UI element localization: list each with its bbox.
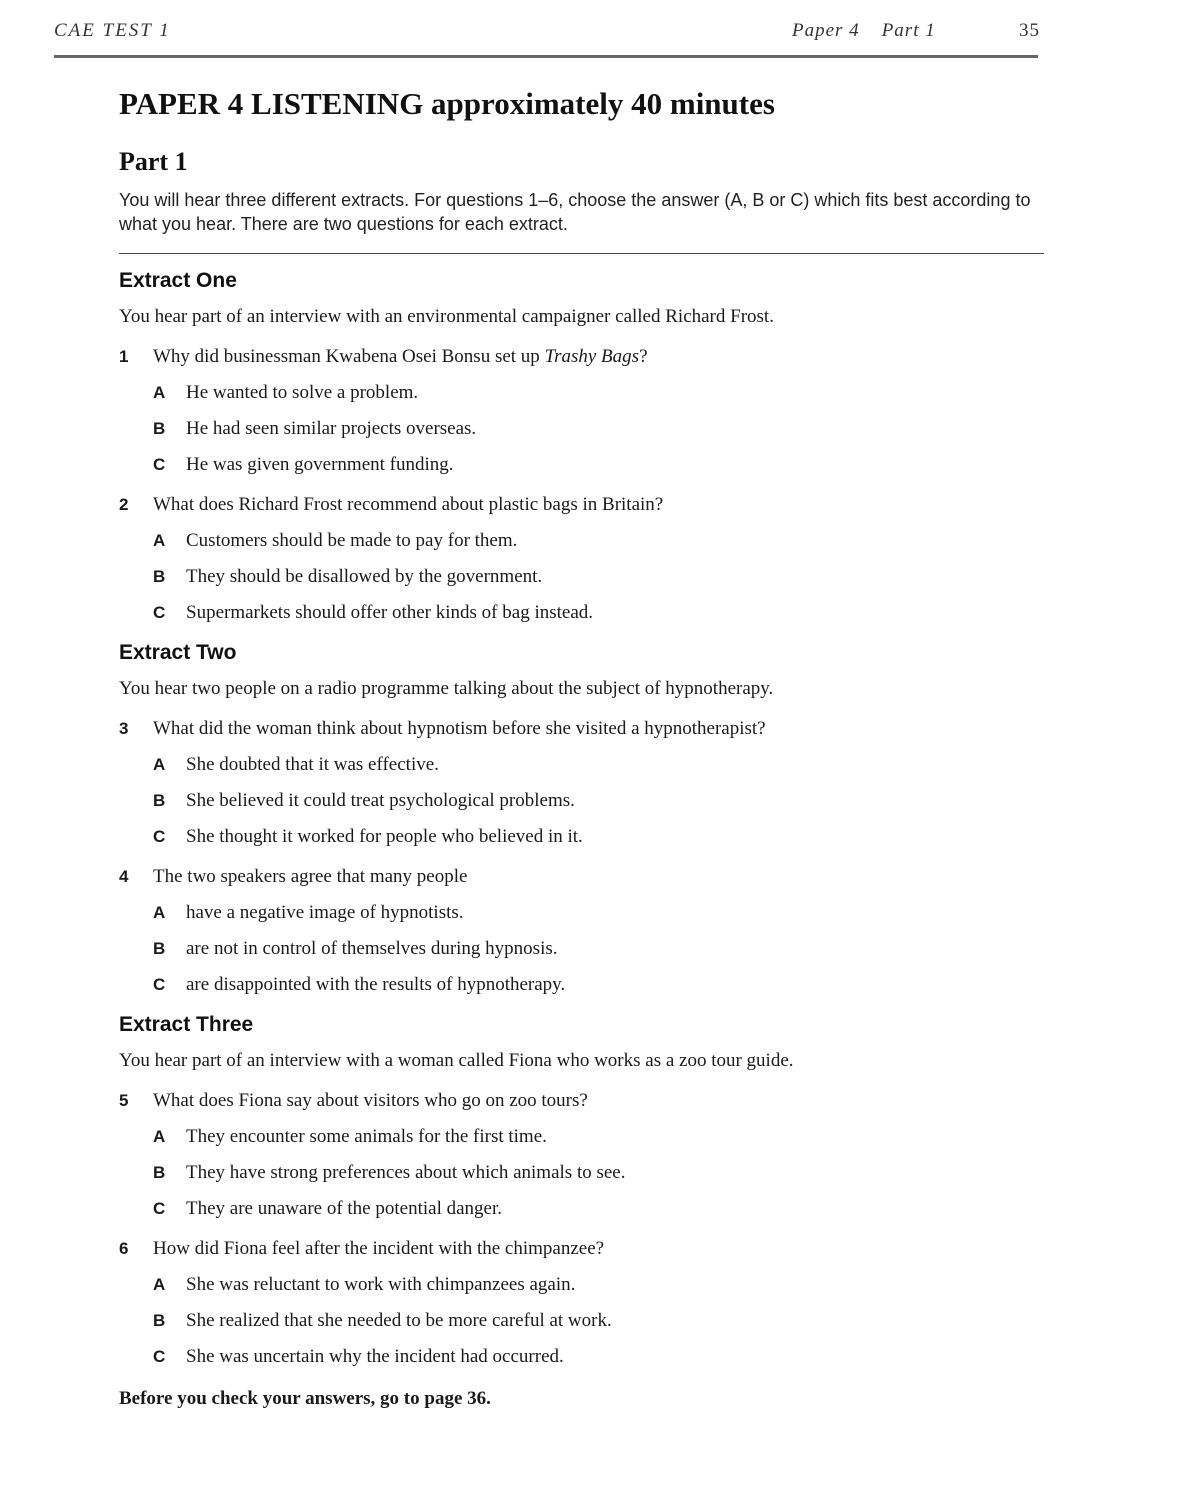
running-header — [54, 20, 1040, 50]
option-text: She thought it worked for people who believed in it. — [186, 826, 583, 847]
question-text-italic: Trashy Bags — [544, 346, 640, 367]
extract-title: Extract Two — [119, 641, 237, 664]
option-letter: C — [153, 827, 166, 846]
option-text: They are unaware of the potential danger. — [186, 1198, 502, 1219]
question-text-main: The two speakers agree that many people — [153, 866, 468, 887]
question-text — [153, 1088, 588, 1114]
question-number: 1 — [119, 347, 129, 366]
answer-option — [119, 788, 1044, 814]
answer-option — [119, 564, 1044, 590]
option-letter: C — [153, 455, 166, 474]
option-letter: A — [153, 1275, 166, 1294]
instructions: You will hear three different extracts. For questions 1–6, choose the answer (A, B or C) which fits best according to what you hear. There are two questions for each extract. — [119, 188, 1044, 254]
option-text: They should be disallowed by the government. — [186, 566, 543, 587]
question-text-main: What does Fiona say about visitors who go on zoo tours? — [153, 1090, 588, 1111]
option-text: She was reluctant to work with chimpanzees again. — [186, 1274, 576, 1295]
paper-title: PAPER 4 LISTENING approximately 40 minutes — [119, 86, 775, 121]
option-letter: B — [153, 419, 166, 438]
book-label: CAE TEST 1 — [54, 20, 171, 41]
question-line — [119, 1236, 1044, 1262]
option-letter: C — [153, 603, 166, 622]
question-line — [119, 716, 1044, 742]
question-text — [153, 492, 663, 518]
answer-option — [119, 900, 1044, 926]
option-letter: B — [153, 791, 166, 810]
page-number: 35 — [1019, 20, 1040, 41]
answer-option — [119, 452, 1044, 478]
question-text-main: Why did businessman Kwabena Osei Bonsu set up — [153, 346, 545, 367]
question — [119, 492, 1044, 626]
footer-note: Before you check your answers, go to page 36. — [119, 1388, 491, 1409]
question-line — [119, 1088, 1044, 1114]
extract-section — [119, 1010, 1044, 1370]
paper-label: Paper 4 — [792, 20, 860, 41]
option-text: have a negative image of hypnotists. — [186, 902, 464, 923]
question-text-end: ? — [639, 346, 648, 367]
question-line — [119, 864, 1044, 890]
section-label — [792, 20, 936, 42]
option-text: He was given government funding. — [186, 454, 454, 475]
extract-intro: You hear part of an interview with a woman called Fiona who works as a zoo tour guide. — [119, 1050, 794, 1071]
option-text: She believed it could treat psychological problems. — [186, 790, 575, 811]
answer-option — [119, 1308, 1044, 1334]
answer-option — [119, 1124, 1044, 1150]
option-text: He had seen similar projects overseas. — [186, 418, 477, 439]
question-text-main: What did the woman think about hypnotism before she visited a hypnotherapist? — [153, 718, 766, 739]
header-rule — [54, 55, 1038, 58]
option-text: They encounter some animals for the first time. — [186, 1126, 547, 1147]
part-title: Part 1 — [119, 147, 188, 176]
question-text-main: How did Fiona feel after the incident with the chimpanzee? — [153, 1238, 605, 1259]
question-line — [119, 492, 1044, 518]
option-letter: A — [153, 531, 166, 550]
extract-section — [119, 266, 1044, 626]
page-content — [119, 82, 1044, 1431]
question — [119, 1088, 1044, 1222]
question — [119, 1236, 1044, 1370]
answer-option — [119, 416, 1044, 442]
extract-intro: You hear part of an interview with an environmental campaigner called Richard Frost. — [119, 306, 774, 327]
option-text: Customers should be made to pay for them. — [186, 530, 518, 551]
question-text — [153, 716, 766, 742]
option-letter: B — [153, 567, 166, 586]
answer-option — [119, 1344, 1044, 1370]
answer-option — [119, 1160, 1044, 1186]
option-letter: C — [153, 1347, 166, 1366]
answer-option — [119, 1196, 1044, 1222]
extract-section — [119, 638, 1044, 998]
question-number: 6 — [119, 1239, 129, 1258]
answer-option — [119, 380, 1044, 406]
option-letter: A — [153, 1127, 166, 1146]
extract-intro: You hear two people on a radio programme talking about the subject of hypnotherapy. — [119, 678, 774, 699]
question-text — [153, 1236, 604, 1262]
option-text: She was uncertain why the incident had occurred. — [186, 1346, 564, 1367]
part-label: Part 1 — [881, 20, 936, 41]
answer-option — [119, 600, 1044, 626]
option-text: are disappointed with the results of hypnotherapy. — [186, 974, 566, 995]
answer-option — [119, 1272, 1044, 1298]
extracts-container — [119, 266, 1044, 1370]
option-letter: B — [153, 1163, 166, 1182]
question-number: 3 — [119, 719, 129, 738]
question-text — [153, 344, 648, 370]
option-text: Supermarkets should offer other kinds of bag instead. — [186, 602, 594, 623]
option-letter: A — [153, 755, 166, 774]
answer-option — [119, 936, 1044, 962]
option-letter: A — [153, 903, 166, 922]
option-text: are not in control of themselves during hypnosis. — [186, 938, 558, 959]
answer-option — [119, 752, 1044, 778]
option-letter: A — [153, 383, 166, 402]
answer-option — [119, 972, 1044, 998]
question-text-main: What does Richard Frost recommend about plastic bags in Britain? — [153, 494, 664, 515]
question-number: 2 — [119, 495, 129, 514]
extract-title: Extract Three — [119, 1013, 254, 1036]
question-line — [119, 344, 1044, 370]
question-number: 5 — [119, 1091, 129, 1110]
option-letter: C — [153, 975, 166, 994]
answer-option — [119, 824, 1044, 850]
extract-title: Extract One — [119, 269, 237, 292]
question — [119, 716, 1044, 850]
question-number: 4 — [119, 867, 129, 886]
answer-option — [119, 528, 1044, 554]
option-letter: B — [153, 1311, 166, 1330]
question — [119, 344, 1044, 478]
option-text: He wanted to solve a problem. — [186, 382, 419, 403]
option-text: She doubted that it was effective. — [186, 754, 439, 775]
option-text: They have strong preferences about which animals to see. — [186, 1162, 626, 1183]
option-letter: C — [153, 1199, 166, 1218]
question — [119, 864, 1044, 998]
question-text — [153, 864, 467, 890]
option-letter: B — [153, 939, 166, 958]
option-text: She realized that she needed to be more careful at work. — [186, 1310, 612, 1331]
